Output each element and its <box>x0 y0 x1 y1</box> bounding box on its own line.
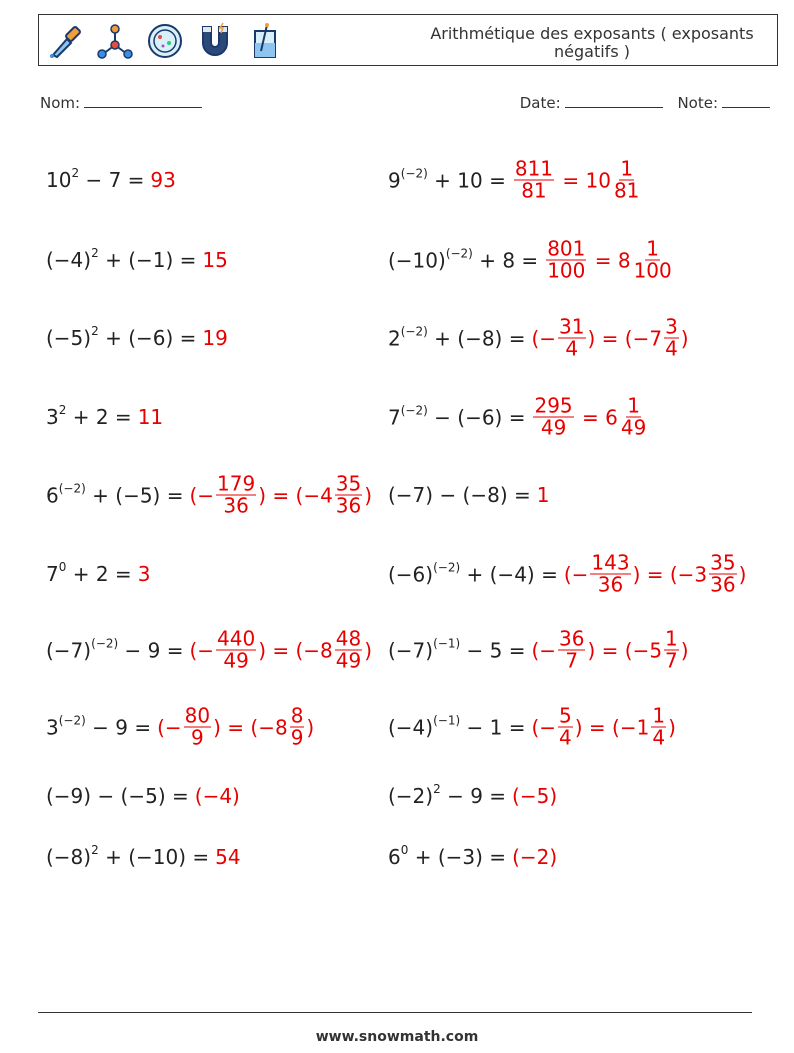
answer-text: (− <box>157 715 182 739</box>
problem-p1 <box>46 168 176 192</box>
fraction <box>664 314 679 361</box>
operation: + 2 = <box>66 562 132 586</box>
answer-text: (− <box>531 326 557 350</box>
answer-text: 11 <box>137 405 164 429</box>
answer <box>512 784 557 808</box>
answer <box>531 393 649 440</box>
answer-text: ) <box>306 715 315 739</box>
worksheet-header <box>38 14 778 66</box>
exponent: (−2) <box>400 166 428 181</box>
answer <box>512 156 643 203</box>
answer-text: (−4) <box>194 784 240 808</box>
answer-text: = 6 <box>575 405 618 429</box>
exponent: (−2) <box>91 636 119 651</box>
exponent: (−2) <box>58 713 86 728</box>
question <box>46 784 189 808</box>
exponent: 0 <box>400 843 409 858</box>
problem-p11 <box>46 562 150 586</box>
fraction <box>664 626 679 673</box>
question <box>388 248 538 272</box>
denominator: 36 <box>335 493 362 518</box>
fraction <box>558 314 585 361</box>
question <box>388 562 558 586</box>
question <box>46 326 196 350</box>
fraction <box>335 471 362 518</box>
numerator: 179 <box>217 471 256 496</box>
answer-text: ) <box>738 562 747 586</box>
problem-p5 <box>46 326 228 350</box>
question <box>388 405 525 429</box>
answer-text: ) <box>364 638 373 662</box>
denominator: 49 <box>335 648 362 673</box>
problem-p19 <box>46 845 241 869</box>
exponent: 2 <box>71 166 80 181</box>
numerator: 48 <box>335 626 362 651</box>
answer-text: ) <box>680 638 689 662</box>
base: (−6) <box>388 562 434 586</box>
denominator: 36 <box>710 572 736 597</box>
base: 9 <box>388 168 401 192</box>
answer-text: ) = (−5 <box>587 638 663 662</box>
date-label: Date: <box>519 94 561 112</box>
exponent: (−2) <box>400 403 428 418</box>
answer-text: 15 <box>202 248 228 272</box>
footer-url: www.snowmath.com <box>315 1029 479 1045</box>
numerator: 31 <box>559 314 585 339</box>
question <box>46 483 183 507</box>
fraction <box>216 471 256 518</box>
numerator: 35 <box>710 550 736 575</box>
dropper-icon <box>45 21 85 61</box>
numerator: 1 <box>627 393 640 418</box>
operation: + (−6) = <box>98 326 197 350</box>
denominator: 9 <box>290 725 304 750</box>
denominator: 4 <box>559 725 572 750</box>
numerator: 1 <box>620 156 634 181</box>
answer <box>563 550 747 597</box>
denominator: 4 <box>652 725 666 750</box>
question <box>388 784 506 808</box>
question <box>388 483 531 507</box>
problem-p14 <box>388 626 689 673</box>
worksheet-title: Arithmétique des exposants ( exposants négatifs ) <box>430 24 754 61</box>
name-label: Nom: <box>40 94 81 112</box>
operation: + 10 = <box>427 168 506 192</box>
problem-p13 <box>46 626 373 673</box>
exponent: (−2) <box>433 560 461 575</box>
base: 7 <box>388 405 401 429</box>
base: (−4) <box>46 248 92 272</box>
base: 2 <box>388 326 401 350</box>
question <box>388 326 525 350</box>
grade-label: Note: <box>677 94 718 112</box>
denominator: 100 <box>633 258 672 283</box>
numerator: 1 <box>646 236 660 261</box>
answer-text: (− <box>189 638 215 662</box>
denominator: 36 <box>223 493 249 518</box>
base: (−7) − (−8) = <box>388 483 531 507</box>
answer <box>150 168 175 192</box>
denominator: 81 <box>521 178 547 203</box>
answer-text: (−2) <box>512 845 558 869</box>
answer-text: (− <box>531 638 557 662</box>
operation: + (−1) = <box>98 248 197 272</box>
answer-text: ) = (−7 <box>587 326 663 350</box>
exponent: (−1) <box>433 713 461 728</box>
base: (−4) <box>388 715 434 739</box>
name-field <box>40 94 202 112</box>
date-grade-fields <box>520 94 770 112</box>
numerator: 811 <box>514 156 554 181</box>
denominator: 4 <box>665 336 678 361</box>
answer <box>202 248 227 272</box>
operation: − 5 = <box>460 638 526 662</box>
numerator: 8 <box>290 703 304 728</box>
numerator: 801 <box>547 236 586 261</box>
denominator: 4 <box>565 336 579 361</box>
answer <box>215 845 240 869</box>
answer-text: ) = (−8 <box>213 715 288 739</box>
operation: − 9 = <box>440 784 507 808</box>
answer <box>531 626 689 673</box>
answer-text: ) <box>680 326 689 350</box>
operation: − 9 = <box>118 638 184 662</box>
operation: + (−4) = <box>460 562 558 586</box>
problem-p18 <box>388 784 557 808</box>
problem-p9 <box>46 471 373 518</box>
denominator: 7 <box>665 648 678 673</box>
numerator: 1 <box>652 703 666 728</box>
base: 7 <box>46 562 59 586</box>
answer-text: ) = (−3 <box>632 562 708 586</box>
answer-text: 1 <box>536 483 550 507</box>
base: 3 <box>46 715 59 739</box>
question <box>46 715 151 739</box>
fraction <box>709 550 736 597</box>
numerator: 35 <box>335 471 362 496</box>
operation: + 2 = <box>66 405 132 429</box>
question <box>46 845 209 869</box>
fraction <box>558 626 585 673</box>
answer-text: (−5) <box>512 784 558 808</box>
answer-text: (− <box>531 715 557 739</box>
exponent: (−1) <box>433 636 461 651</box>
operation: − 9 = <box>85 715 152 739</box>
base: (−5) <box>46 326 92 350</box>
answer-text: = 8 <box>588 248 631 272</box>
answer <box>195 784 240 808</box>
fraction <box>546 236 586 283</box>
answer-text: 54 <box>215 845 241 869</box>
base: (−2) <box>388 784 434 808</box>
answer <box>138 405 163 429</box>
numerator: 3 <box>665 314 678 339</box>
fraction <box>651 703 666 750</box>
answer-text: ) <box>668 715 676 739</box>
question <box>388 638 525 662</box>
denominator: 81 <box>613 178 640 203</box>
operation: + (−3) = <box>408 845 507 869</box>
problem-p4 <box>388 236 675 283</box>
numerator: 295 <box>534 393 573 418</box>
petri-dish-icon <box>145 21 185 61</box>
problem-p16 <box>388 703 676 750</box>
denominator: 100 <box>547 258 586 283</box>
denominator: 36 <box>597 572 624 597</box>
numerator: 80 <box>184 703 211 728</box>
answer-text: (− <box>189 483 215 507</box>
numerator: 1 <box>665 626 678 651</box>
fraction <box>533 393 573 440</box>
answer-text: (− <box>563 562 589 586</box>
question <box>388 845 506 869</box>
fraction <box>335 626 362 673</box>
question <box>388 168 506 192</box>
fraction <box>613 156 640 203</box>
header-icons <box>45 21 285 61</box>
numerator: 5 <box>559 703 572 728</box>
operation: + 8 = <box>472 248 539 272</box>
fraction <box>590 550 630 597</box>
answer-text: 93 <box>150 168 176 192</box>
fraction <box>290 703 305 750</box>
problem-p17 <box>46 784 240 808</box>
problem-p6 <box>388 314 689 361</box>
answer-text: ) = (−8 <box>258 638 333 662</box>
exponent: 0 <box>58 560 67 575</box>
problem-p7 <box>46 405 163 429</box>
answer <box>138 562 151 586</box>
question <box>46 638 183 662</box>
exponent: 2 <box>91 324 99 339</box>
base: 6 <box>388 845 401 869</box>
fraction <box>633 236 673 283</box>
answer <box>544 236 675 283</box>
operation: + (−5) = <box>85 483 184 507</box>
base: 6 <box>46 483 59 507</box>
fraction <box>620 393 647 440</box>
base: 10 <box>46 168 72 192</box>
answer <box>531 703 676 750</box>
problem-p12 <box>388 550 747 597</box>
exponent: (−2) <box>445 246 473 261</box>
exponent: 2 <box>433 782 441 797</box>
exponent: 2 <box>91 843 99 858</box>
operation: − 7 = <box>79 168 145 192</box>
question <box>46 562 132 586</box>
denominator: 49 <box>540 415 567 440</box>
exponent: (−2) <box>400 324 428 339</box>
molecule-icon <box>95 21 135 61</box>
footer-divider <box>38 1012 752 1013</box>
exponent: 2 <box>91 246 99 261</box>
fraction <box>216 626 256 673</box>
exponent: 2 <box>58 403 67 418</box>
answer <box>202 326 227 350</box>
numerator: 143 <box>591 550 630 575</box>
denominator: 49 <box>620 415 647 440</box>
name-blank-line[interactable] <box>84 106 202 108</box>
question <box>46 248 196 272</box>
operation: + (−10) = <box>98 845 210 869</box>
numerator: 36 <box>559 626 585 651</box>
answer-text: = 10 <box>556 168 611 192</box>
denominator: 49 <box>223 648 249 673</box>
answer <box>531 314 689 361</box>
base: (−7) <box>388 638 434 662</box>
denominator: 7 <box>565 648 579 673</box>
problem-p3 <box>46 248 228 272</box>
exponent: (−2) <box>58 481 86 496</box>
fraction <box>184 703 211 750</box>
base: 3 <box>46 405 59 429</box>
date-blank-line[interactable] <box>565 106 663 108</box>
base: (−9) − (−5) = <box>46 784 189 808</box>
base: (−8) <box>46 845 92 869</box>
beaker-icon <box>245 21 285 61</box>
answer <box>189 626 373 673</box>
numerator: 440 <box>217 626 256 651</box>
problem-p20 <box>388 845 557 869</box>
base: (−10) <box>388 248 446 272</box>
answer-text: 19 <box>202 326 228 350</box>
grade-blank-line[interactable] <box>722 106 770 108</box>
question <box>46 405 132 429</box>
answer <box>189 471 373 518</box>
operation: + (−8) = <box>427 326 526 350</box>
answer <box>512 845 557 869</box>
answer-text: ) = (−1 <box>574 715 650 739</box>
operation: − (−6) = <box>427 405 526 429</box>
fraction <box>514 156 554 203</box>
answer-text: ) <box>364 483 373 507</box>
answer-text: 3 <box>137 562 151 586</box>
denominator: 9 <box>191 725 204 750</box>
operation: − 1 = <box>460 715 526 739</box>
question <box>388 715 525 739</box>
problem-p8 <box>388 393 649 440</box>
answer <box>537 483 550 507</box>
answer <box>157 703 315 750</box>
problem-p2 <box>388 156 642 203</box>
problem-p15 <box>46 703 315 750</box>
answer-text: ) = (−4 <box>258 483 333 507</box>
magnet-icon <box>195 21 235 61</box>
base: (−7) <box>46 638 92 662</box>
fraction <box>558 703 573 750</box>
question <box>46 168 144 192</box>
problem-p10 <box>388 483 550 507</box>
